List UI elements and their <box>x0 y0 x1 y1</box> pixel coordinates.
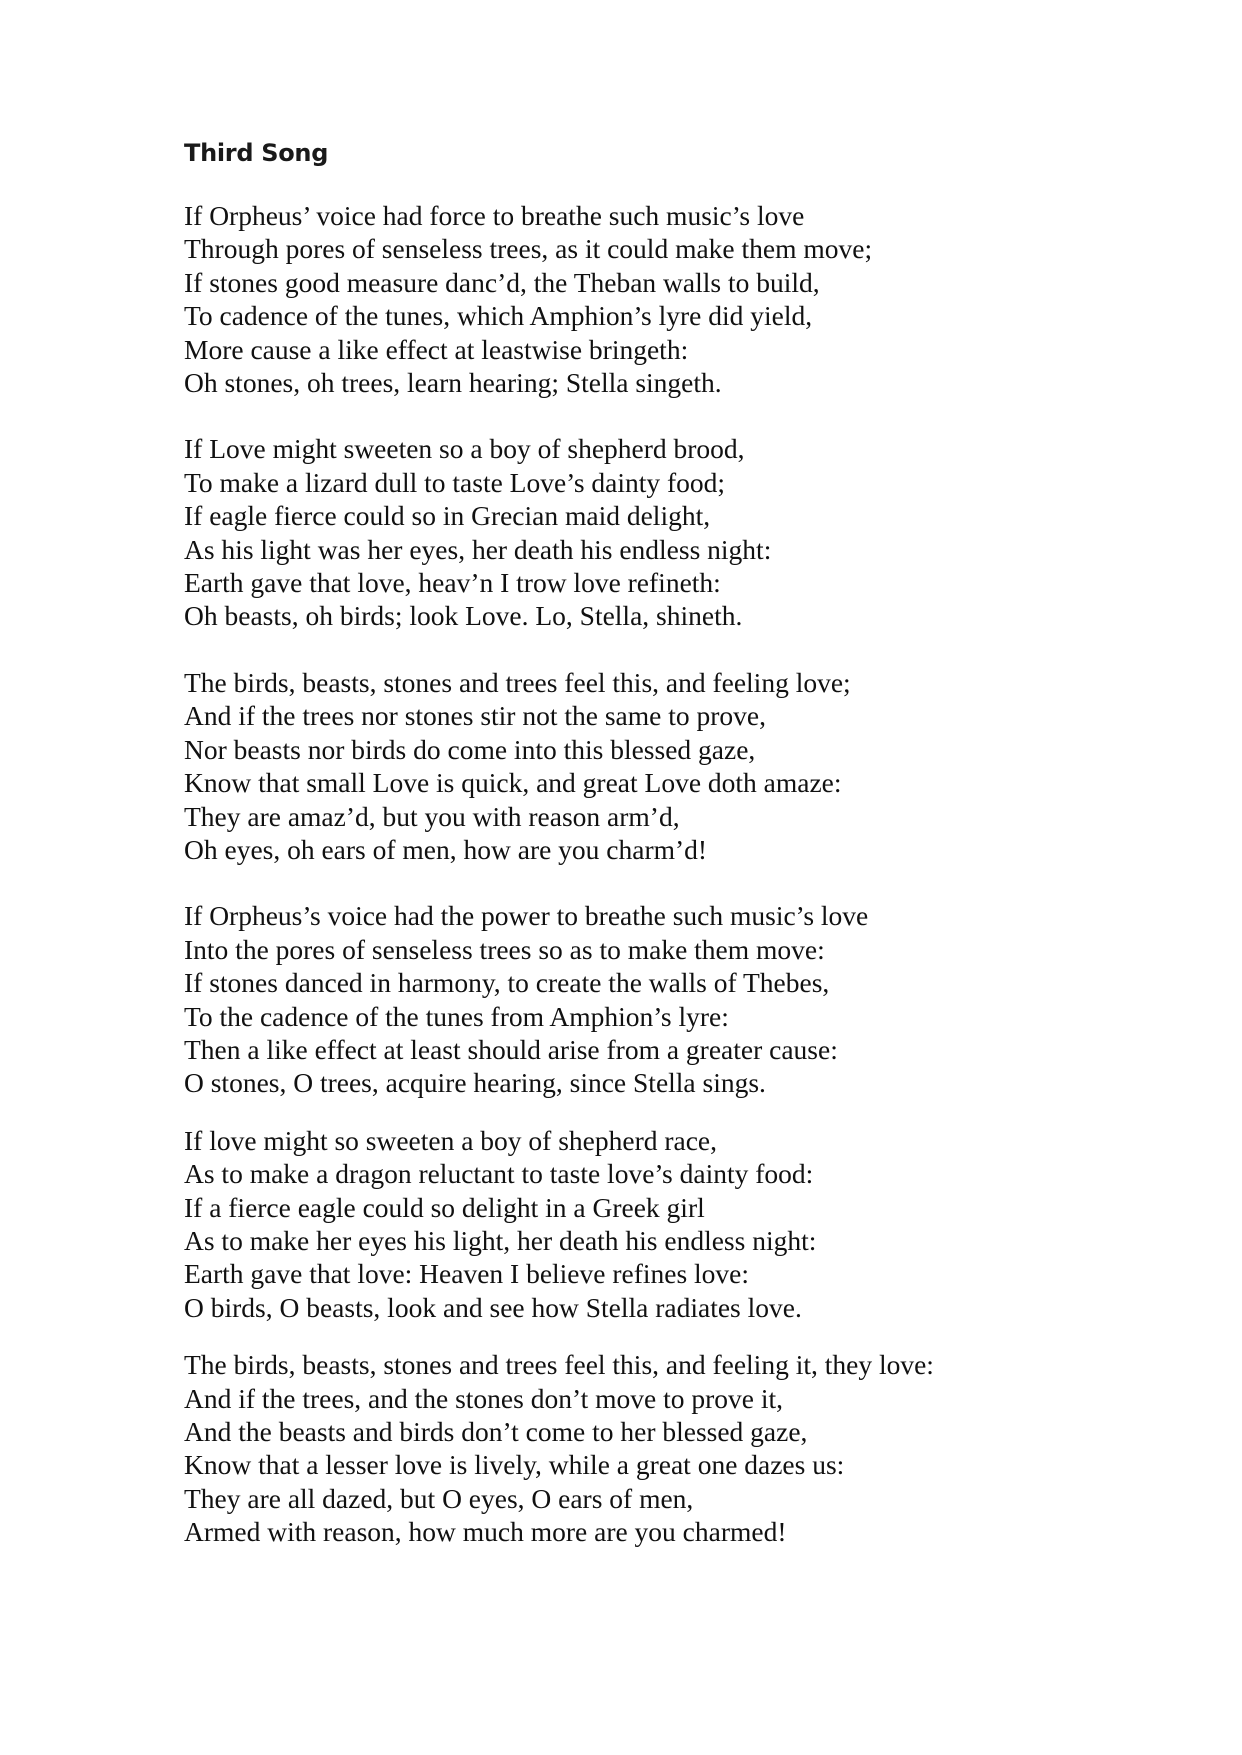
verse-line: Earth gave that love: Heaven I believe refines love: <box>184 1258 750 1290</box>
verse-line: Through pores of senseless trees, as it could make them move; <box>184 233 873 265</box>
verse-line: Nor beasts nor birds do come into this blessed gaze, <box>184 733 756 765</box>
verse-line: Know that small Love is quick, and great Love doth amaze: <box>184 767 842 799</box>
verse-line: As to make her eyes his light, her death his endless night: <box>184 1224 817 1256</box>
verse-line: O birds, O beasts, look and see how Stella radiates love. <box>184 1291 802 1323</box>
verse-line: To the cadence of the tunes from Amphion’s lyre: <box>184 1000 729 1032</box>
verse-line: And if the trees, and the stones don’t move to prove it, <box>184 1382 784 1414</box>
stanza-5 <box>184 1124 1204 1324</box>
verse-line: O stones, O trees, acquire hearing, since Stella sings. <box>184 1067 766 1099</box>
verse-line: They are amaz’d, but you with reason arm’d, <box>184 800 680 832</box>
verse-line: Oh stones, oh trees, learn hearing; Stella singeth. <box>184 367 722 399</box>
verse-line: If Love might sweeten so a boy of shepherd brood, <box>184 433 745 465</box>
stanza-4 <box>184 899 1204 1099</box>
verse-line: If Orpheus’ voice had force to breathe such music’s love <box>184 200 805 231</box>
verse-line: If stones good measure danc’d, the Theban walls to build, <box>184 266 820 298</box>
verse-line: Oh beasts, oh birds; look Love. Lo, Stella, shineth. <box>184 600 743 632</box>
verse-line: More cause a like effect at leastwise bringeth: <box>184 333 689 365</box>
verse-line: If a fierce eagle could so delight in a Greek girl <box>184 1191 705 1223</box>
stanza-3 <box>184 666 1204 866</box>
verse-line: Armed with reason, how much more are you charmed! <box>184 1516 787 1548</box>
verse-line: As to make a dragon reluctant to taste love’s dainty food: <box>184 1158 814 1190</box>
verse-line: As his light was her eyes, her death his endless night: <box>184 533 772 565</box>
verse-line: To cadence of the tunes, which Amphion’s lyre did yield, <box>184 300 813 332</box>
verse-line: The birds, beasts, stones and trees feel this, and feeling it, they love: <box>184 1349 934 1381</box>
verse-line: Oh eyes, oh ears of men, how are you charm’d! <box>184 833 708 865</box>
verse-line: Know that a lesser love is lively, while a great one dazes us: <box>184 1449 845 1481</box>
verse-line: Earth gave that love, heav’n I trow love refineth: <box>184 567 721 599</box>
stanza-6 <box>184 1348 1204 1548</box>
verse-line: If stones danced in harmony, to create the walls of Thebes, <box>184 967 830 999</box>
verse-line: And if the trees nor stones stir not the same to prove, <box>184 700 766 732</box>
verse-line: They are all dazed, but O eyes, O ears of men, <box>184 1482 694 1514</box>
stanza-2 <box>184 432 1204 632</box>
verse-line: If eagle fierce could so in Grecian maid delight, <box>184 500 711 532</box>
verse-line: If love might so sweeten a boy of shepherd race, <box>184 1124 718 1156</box>
poem-title: Third Song <box>184 139 329 167</box>
verse-line: If Orpheus’s voice had the power to breathe such music’s love <box>184 900 869 932</box>
verse-line: Then a like effect at least should arise from a greater cause: <box>184 1033 838 1065</box>
verse-line: Into the pores of senseless trees so as to make them move: <box>184 933 825 965</box>
verse-line: To make a lizard dull to taste Love’s dainty food; <box>184 466 726 498</box>
verse-line: And the beasts and birds don’t come to her blessed gaze, <box>184 1416 808 1447</box>
stanza-1 <box>184 199 1204 399</box>
poem-body <box>184 199 1204 1573</box>
verse-line: The birds, beasts, stones and trees feel this, and feeling love; <box>184 666 851 698</box>
